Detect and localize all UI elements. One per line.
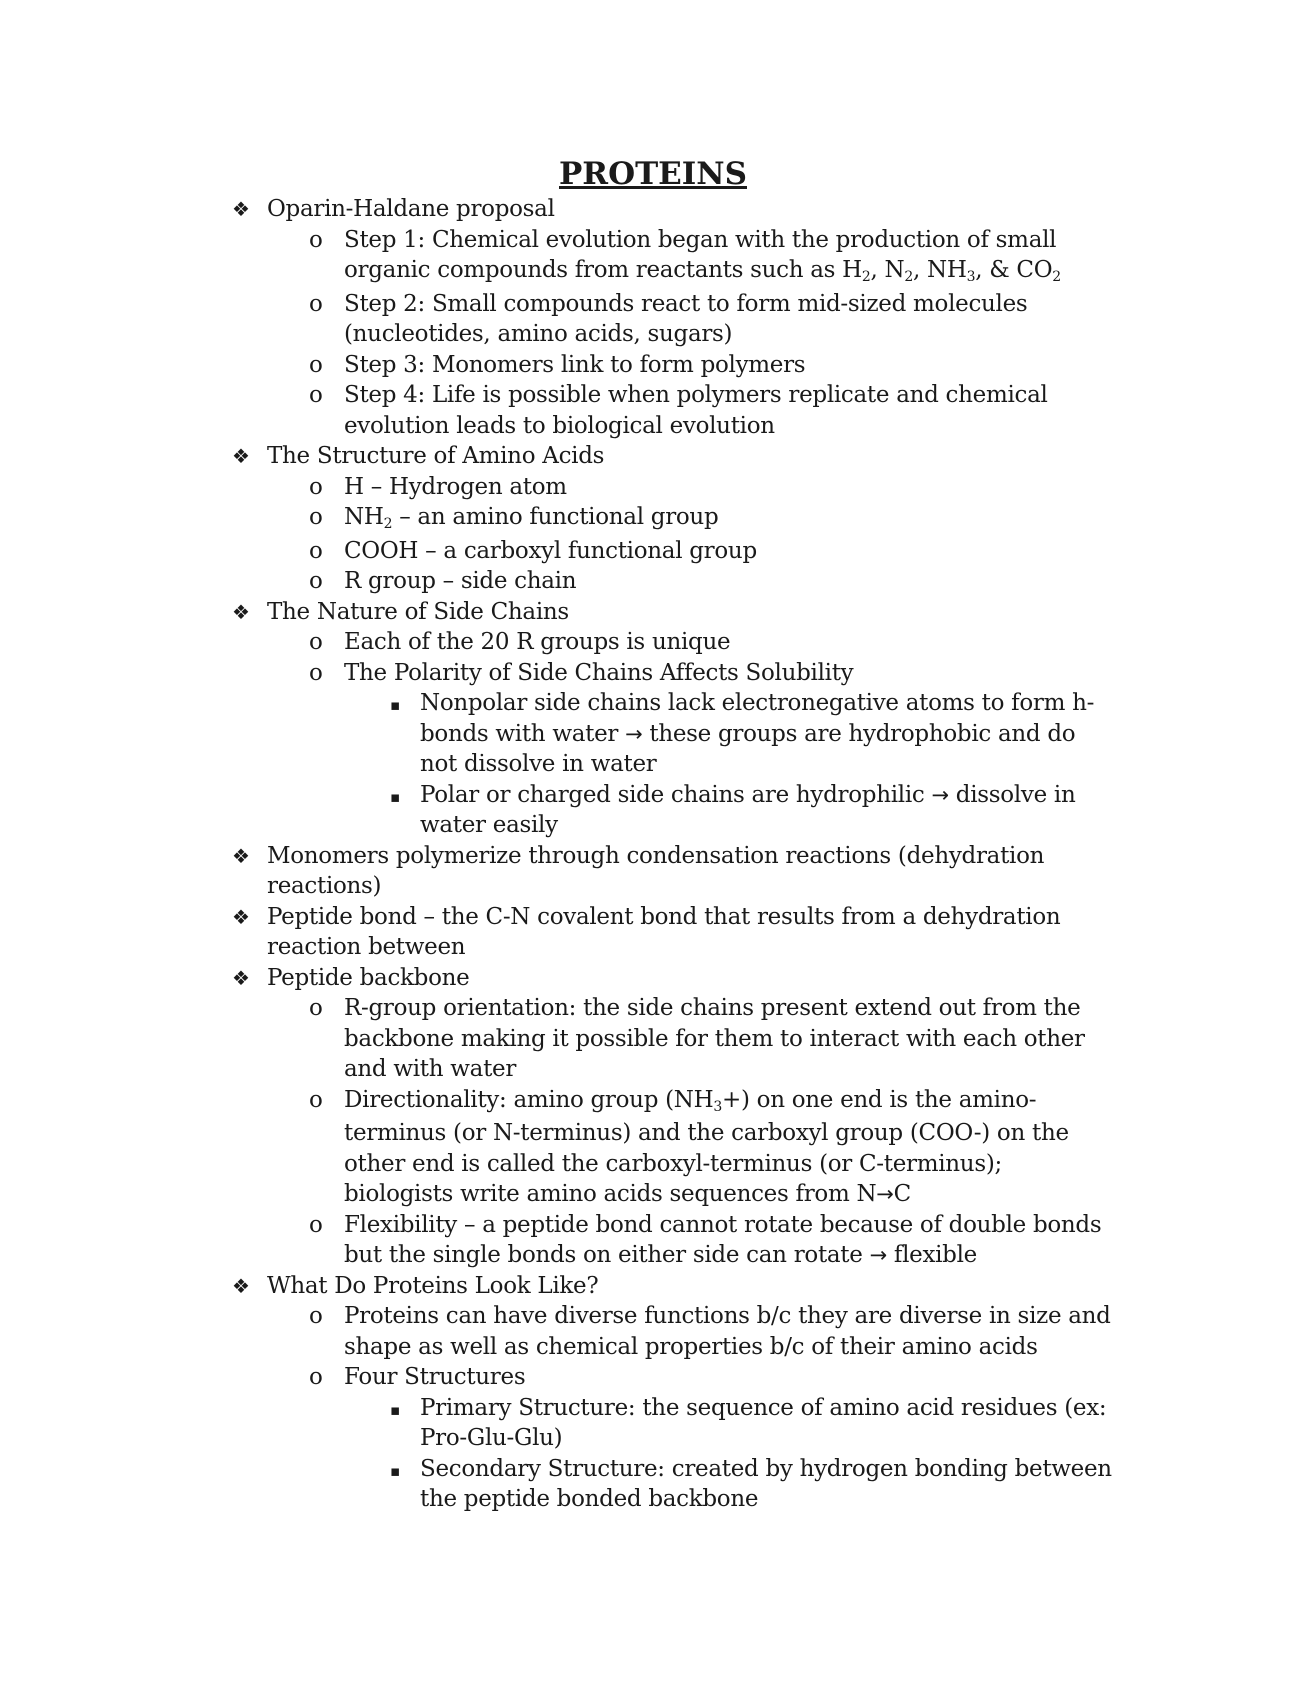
item-text: H – Hydrogen atom (344, 473, 567, 500)
diamond-bullet-icon: ❖ (232, 1273, 250, 1298)
square-bullet-icon: ▪ (390, 787, 400, 806)
arrow-right-icon: → (931, 782, 949, 807)
arrow-right-icon: → (625, 721, 643, 746)
circle-bullet-icon: o (309, 226, 323, 253)
circle-bullet-icon: o (309, 504, 323, 530)
list-item (309, 1210, 1112, 1271)
list-item (309, 225, 1112, 289)
sub-sub-list (385, 1393, 1112, 1515)
sub-list (309, 1301, 1112, 1515)
circle-bullet-icon: o (309, 382, 323, 408)
list-item (309, 566, 1112, 597)
item-text: Four Structures (344, 1364, 526, 1390)
item-text: Step 4: Life is possible when polymers replicate and chemical evolution leads to biological evolution (344, 382, 1048, 439)
list-item (309, 472, 1112, 503)
list-item (232, 194, 1112, 441)
item-text: R-group orientation: the side chains present extend out from the backbone making it possible for them to interact with each other and with water (344, 995, 1085, 1082)
list-item (309, 289, 1112, 350)
list-item (385, 688, 1112, 780)
list-item (232, 841, 1112, 902)
list-item (309, 502, 1112, 536)
diamond-bullet-icon: ❖ (232, 843, 250, 868)
item-text: Directionality: amino group $(NH_3+)$ on one end is the amino-terminus (or N-terminus) and the carboxyl group (COO-) on the other end is called the carboxyl-terminus (or C-terminus); biologists write amino acids sequences from N→C (344, 1086, 1069, 1207)
list-item (309, 993, 1112, 1085)
circle-bullet-icon: o (309, 1364, 323, 1390)
item-text: Step 3: Monomers link to form polymers (344, 351, 806, 378)
item-text: Proteins can have diverse functions b/c they are diverse in size and shape as well as chemical properties b/c of their amino acids (344, 1303, 1111, 1360)
item-text: Flexibility – a peptide bond cannot rotate because of double bonds but the single bonds on either side can rotate → flexible (344, 1211, 1102, 1268)
arrow-right-icon: → (869, 1243, 887, 1267)
square-bullet-icon: ▪ (390, 696, 400, 714)
list-item (232, 902, 1112, 963)
list-item (309, 380, 1112, 441)
section-heading: Peptide bond – the C-N covalent bond that results from a dehydration reaction between (267, 903, 1061, 960)
circle-bullet-icon: o (309, 1086, 323, 1113)
section-heading: Oparin-Haldane proposal (267, 196, 555, 222)
section-heading: What Do Proteins Look Like? (267, 1272, 599, 1299)
item-text: R group – side chain (344, 568, 577, 594)
item-text: COOH – a carboxyl functional group (344, 537, 757, 564)
list-item (232, 963, 1112, 1271)
item-text: $NH_2$ – an amino functional group (344, 504, 719, 532)
sub-list (309, 627, 1112, 841)
diamond-bullet-icon: ❖ (232, 965, 250, 990)
item-text: Nonpolar side chains lack electronegative atoms to form h-bonds with water → these groups are hydrophobic and do not dissolve in water (420, 690, 1095, 777)
diamond-bullet-icon: ❖ (232, 599, 250, 624)
list-item (309, 658, 1112, 841)
list-item (385, 1454, 1112, 1515)
section-heading: Peptide backbone (267, 964, 470, 991)
circle-bullet-icon: o (309, 629, 323, 655)
list-item (232, 441, 1112, 597)
circle-bullet-icon: o (309, 290, 323, 317)
list-item (309, 1085, 1112, 1210)
sub-list (309, 472, 1112, 597)
circle-bullet-icon: o (309, 537, 323, 564)
list-item (385, 780, 1112, 841)
circle-bullet-icon: o (309, 473, 323, 500)
diamond-bullet-icon: ❖ (232, 197, 250, 221)
list-item (385, 1393, 1112, 1454)
document-body (232, 194, 1112, 1515)
item-text: Each of the 20 R groups is unique (344, 629, 731, 655)
list-item (309, 350, 1112, 381)
diamond-bullet-icon: ❖ (232, 444, 250, 468)
circle-bullet-icon: o (309, 1303, 323, 1329)
item-text: Primary Structure: the sequence of amino acid residues (ex: Pro-Glu-Glu) (420, 1394, 1107, 1451)
sub-list (309, 993, 1112, 1271)
circle-bullet-icon: o (309, 351, 323, 378)
circle-bullet-icon: o (309, 659, 323, 686)
sub-list (309, 225, 1112, 442)
sub-sub-list (385, 688, 1112, 841)
list-item (232, 597, 1112, 841)
item-text: The Polarity of Side Chains Affects Solubility (344, 659, 854, 686)
section-heading: The Nature of Side Chains (267, 598, 569, 625)
square-bullet-icon: ▪ (390, 1400, 400, 1419)
arrow-right-icon: → (876, 1182, 894, 1206)
diamond-bullet-icon: ❖ (232, 904, 250, 929)
circle-bullet-icon: o (309, 568, 323, 594)
list-item (232, 1271, 1112, 1515)
list-item (309, 536, 1112, 567)
circle-bullet-icon: o (309, 1211, 323, 1238)
item-text: Polar or charged side chains are hydrophilic → dissolve in water easily (420, 781, 1076, 838)
list-item (309, 1362, 1112, 1515)
item-text: Secondary Structure: created by hydrogen bonding between the peptide bonded backbone (420, 1455, 1112, 1512)
outline-list (232, 194, 1112, 1515)
list-item (309, 627, 1112, 658)
square-bullet-icon: ▪ (390, 1461, 400, 1480)
item-text: Step 2: Small compounds react to form mid-sized molecules (nucleotides, amino acids, sugars) (344, 290, 1028, 347)
page-title: PROTEINS (559, 156, 747, 192)
list-item (309, 1301, 1112, 1362)
section-heading: Monomers polymerize through condensation reactions (dehydration reactions) (267, 842, 1045, 899)
circle-bullet-icon: o (309, 995, 323, 1021)
item-text: Step 1: Chemical evolution began with the production of small organic compounds from reactants such as $H_2$, $N_2$, $NH_3$, & $CO_2$ (344, 226, 1061, 285)
section-heading: The Structure of Amino Acids (267, 443, 605, 469)
